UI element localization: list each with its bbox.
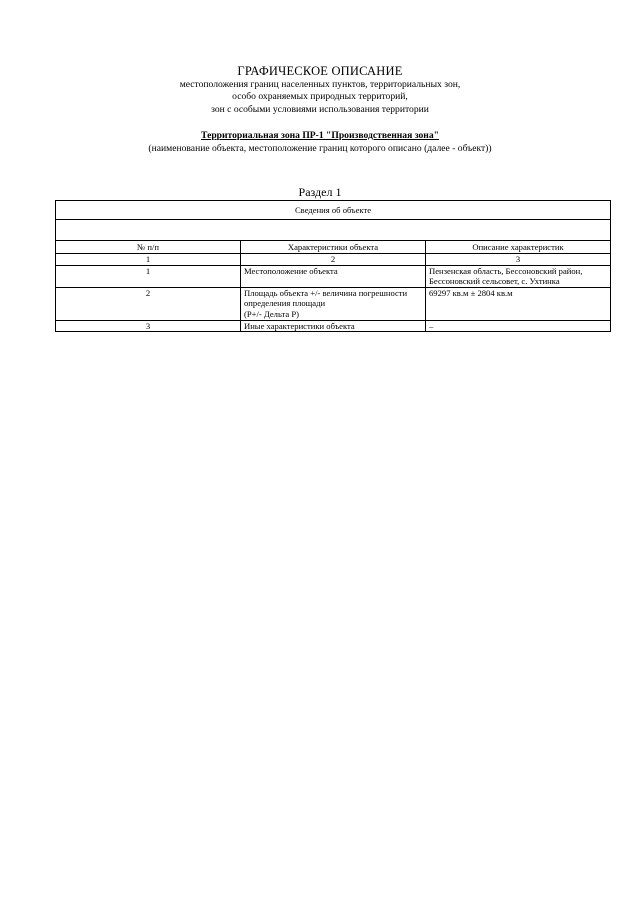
table-column-number-row — [56, 254, 611, 266]
text-line: Местоположение объекта — [244, 265, 338, 276]
table-row — [56, 287, 611, 320]
table-header-row — [56, 241, 611, 254]
column-number: 1 — [56, 254, 241, 266]
subtitle-line: местоположения границ населенных пунктов, территориальных зон, — [179, 79, 461, 90]
row-number: 1 — [56, 265, 241, 287]
column-number: 3 — [426, 254, 611, 266]
table-caption: Сведения об объекте — [56, 201, 611, 220]
table-row — [56, 320, 611, 332]
column-number: 2 — [241, 254, 426, 266]
row-description — [426, 320, 611, 332]
text-line: – — [429, 320, 434, 331]
row-characteristic — [241, 320, 426, 332]
row-number: 3 — [56, 320, 241, 332]
row-characteristic — [241, 287, 426, 320]
document-title: ГРАФИЧЕСКОЕ ОПИСАНИЕ — [237, 64, 403, 78]
text-line: (P+/- Дельта P) — [244, 308, 300, 319]
object-name-caption: (наименование объекта, местоположение границ которого описано (далее - объект)) — [148, 143, 492, 154]
row-number: 2 — [56, 287, 241, 320]
document-subtitle — [0, 79, 640, 116]
text-line: Бессоновский сельсовет, с. Ухтинка — [429, 276, 560, 287]
text-line: Иные характеристики объекта — [244, 320, 355, 331]
column-header-number: № п/п — [56, 241, 241, 254]
text-line: Площадь объекта +/- величина погрешности — [244, 287, 408, 298]
text-line: 69297 кв.м ± 2804 кв.м — [429, 287, 513, 298]
subtitle-line: зон с особыми условиями использования территории — [211, 103, 429, 115]
row-characteristic — [241, 265, 426, 287]
table-caption-row — [56, 201, 611, 220]
column-header-description: Описание характеристик — [426, 241, 611, 254]
column-header-characteristic: Характеристики объекта — [241, 241, 426, 254]
table-row — [56, 265, 611, 287]
subtitle-line: особо охраняемых природных территорий, — [232, 91, 408, 103]
section-title: Раздел 1 — [298, 185, 342, 199]
row-description — [426, 287, 611, 320]
row-description — [426, 265, 611, 287]
object-info-table — [55, 200, 611, 332]
object-name: Территориальная зона ПР-1 "Производственная зона" — [201, 130, 439, 141]
table-blank-row — [56, 220, 611, 241]
text-line: определения площади — [244, 298, 326, 309]
text-line: Пензенская область, Бессоновский район, — [429, 265, 583, 276]
table-blank-cell — [56, 220, 611, 241]
